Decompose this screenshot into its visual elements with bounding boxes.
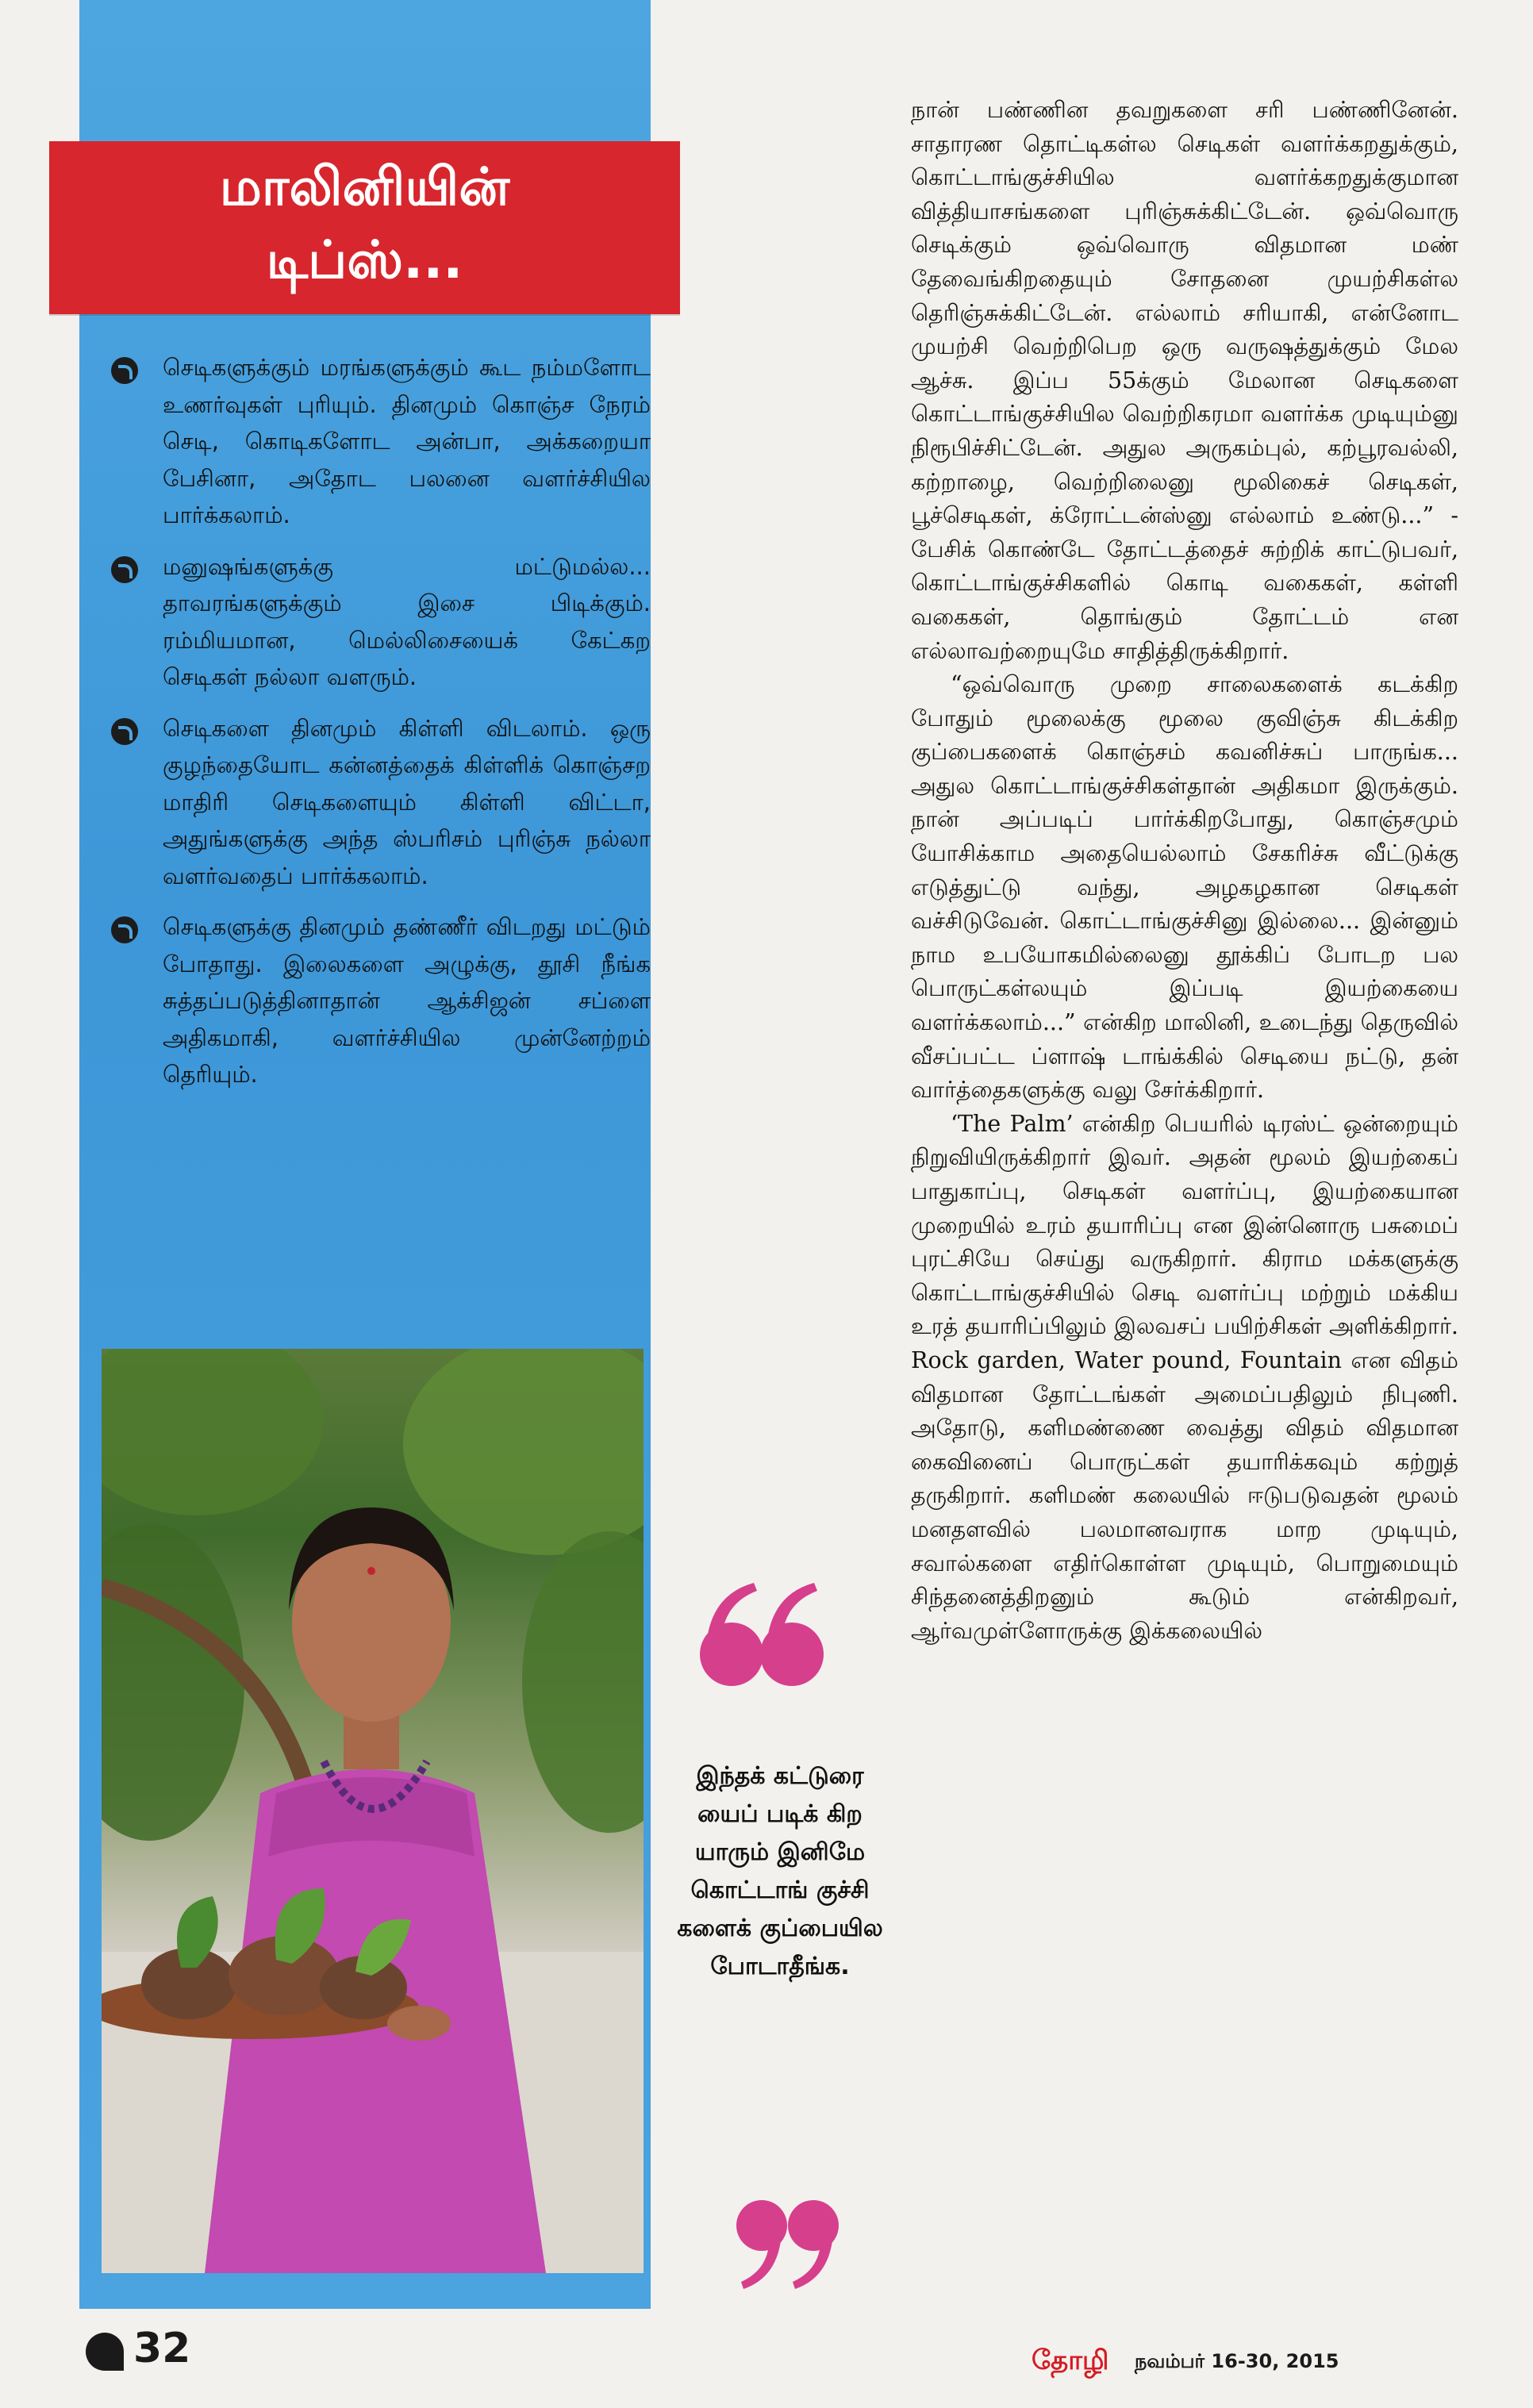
close-quote-icon bbox=[734, 2198, 845, 2293]
bullet-icon bbox=[111, 357, 138, 384]
tip-item bbox=[111, 710, 651, 895]
tip-item bbox=[111, 908, 651, 1093]
portrait-photo bbox=[102, 1349, 644, 2273]
tip-text: செடிகளுக்கும் மரங்களுக்கும் கூட நம்மளோட உணர்வுகள் புரியும். தினமும் கொஞ்ச நேரம் செடி, கொடிகளோட அன்பா, அக்கறையா பேசினா, அதோட பலனை வளர்ச்சியில பார்க்கலாம். bbox=[163, 354, 651, 528]
tip-text: செடிகளை தினமும் கிள்ளி விடலாம். ஒரு குழந்தையோட கன்னத்தைக் கிள்ளிக் கொஞ்சற மாதிரி செடிகளையும் கிள்ளி விட்டா, அதுங்களுக்கு அந்த ஸ்பரிசம் புரிஞ்சு நல்லா வளர்வதைப் பார்க்கலாம். bbox=[163, 714, 651, 889]
article-body bbox=[911, 94, 1458, 1648]
article-paragraph: ‘The Palm’ என்கிற பெயரில் டிரஸ்ட் ஒன்றையும் நிறுவியிருக்கிறார் இவர். அதன் மூலம் இயற்கைப் பாதுகாப்பு, செடிகள் வளர்ப்பு, இயற்கையான முறையில் உரம் தயாரிப்பு என இன்னொரு பசுமைப் புரட்சியே செய்து வருகிறார். கிராம மக்களுக்கு கொட்டாங்குச்சியில் செடி வளர்ப்பு மற்றும் மக்கிய உரத் தயாரிப்பிலும் இலவசப் பயிற்சிகள் அளிக்கிறார். Rock garden, Water pound, Fountain என விதம் விதமான தோட்டங்கள் அமைப்பதிலும் நிபுணி. அதோடு, களிமண்ணை வைத்து விதம் விதமான கைவினைப் பொருட்கள் தயாரிக்கவும் கற்றுத் தருகிறார். களிமண் கலையில் ஈடுபடுவதன் மூலம் மனதளவில் பலமானவராக மாற முடியும், சவால்களை எதிர்கொள்ள முடியும், பொறுமையும் சிந்தனைத்திறனும் கூடும் என்கிறவர், ஆர்வமுள்ளோருக்கு இக்கலையில் bbox=[911, 1110, 1458, 1644]
tip-text: மனுஷங்களுக்கு மட்டுமல்ல... தாவரங்களுக்கும் இசை பிடிக்கும். ரம்மியமான, மெல்லிசையைக் கேட்கற செடிகள் நல்லா வளரும். bbox=[163, 552, 651, 690]
bullet-icon bbox=[111, 718, 138, 745]
tip-item bbox=[111, 349, 651, 534]
article-paragraph: நான் பண்ணின தவறுகளை சரி பண்ணினேன். சாதாரண தொட்டிகள்ல செடிகள் வளர்க்கறதுக்கும், கொட்டாங்குச்சியில வளர்க்கறதுக்குமான வித்தியாசங்களை புரிஞ்சுக்கிட்டேன். ஒவ்வொரு செடிக்கும் ஒவ்வொரு விதமான மண் தேவைங்கிறதையும் சோதனை முயற்சிகள்ல தெரிஞ்சுக்கிட்டேன். எல்லாம் சரியாகி, என்னோட முயற்சி வெற்றிபெற ஒரு வருஷத்துக்கும் மேல ஆச்சு. இப்ப 55க்கும் மேலான செடிகளை கொட்டாங்குச்சியில வெற்றிகரமா வளர்க்க முடியும்னு நிரூபிச்சிட்டேன். அதுல அருகம்புல், கற்பூரவல்லி, கற்றாழை, வெற்றிலைனு மூலிகைச் செடிகள், பூச்செடிகள், க்ரோட்டன்ஸ்னு எல்லாம் உண்டு...” - பேசிக் கொண்டே தோட்டத்தைச் சுற்றிக் காட்டுபவர், கொட்டாங்குச்சிகளில் கொடி வகைகள், கள்ளி வகைகள், தொங்கும் தோட்டம் என எல்லாவற்றையுமே சாதித்திருக்கிறார். bbox=[911, 97, 1458, 664]
page-number-icon bbox=[86, 2333, 124, 2371]
issue-date: நவம்பர் 16-30, 2015 bbox=[1135, 2350, 1339, 2372]
tips-title bbox=[49, 151, 680, 297]
pull-quote: இந்தக் கட்டுரை யைப் படிக் கிற யாரும் இனிமே கொட்டாங் குச்சி களைக் குப்பையில போடாதீங்க. bbox=[677, 1762, 883, 1980]
tips-title-line1: மாலினியின் bbox=[219, 156, 510, 217]
tips-title-line2: டிப்ஸ்... bbox=[266, 229, 463, 290]
bullet-icon bbox=[111, 916, 138, 943]
article-paragraph: “ஒவ்வொரு முறை சாலைகளைக் கடக்கிற போதும் மூலைக்கு மூலை குவிஞ்சு கிடக்கிற குப்பைகளைக் கொஞ்சம் கவனிச்சுப் பாருங்க... அதுல கொட்டாங்குச்சிகள்தான் அதிகமா இருக்கும். நான் அப்படிப் பார்க்கிறபோது, கொஞ்சமும் யோசிக்காம அதையெல்லாம் சேகரிச்சு வீட்டுக்கு எடுத்துட்டு வந்து, அழகழகான செடிகள் வச்சிடுவேன். கொட்டாங்குச்சினு இல்லை... இன்னும் நாம உபயோகமில்லைனு தூக்கிப் போடற பல பொருட்கள்லயும் இப்படி இயற்கையை வளர்க்கலாம்...” என்கிற மாலினி, உடைந்து தெருவில் வீசப்பட்ட ப்ளாஷ் டாங்க்கில் செடியை நட்டு, தன் வார்த்தைகளுக்கு வலு சேர்க்கிறார். bbox=[911, 671, 1458, 1104]
tips-list bbox=[111, 349, 651, 1108]
tip-text: செடிகளுக்கு தினமும் தண்ணீர் விடறது மட்டும் போதாது. இலைகளை அழுக்கு, தூசி நீங்க சுத்தப்படுத்தினாதான் ஆக்சிஜன் சப்ளை அதிகமாகி, வளர்ச்சியில முன்னேற்றம் தெரியும். bbox=[163, 913, 651, 1088]
page-number: 32 bbox=[133, 2325, 191, 2372]
magazine-name: தோழி bbox=[1032, 2345, 1109, 2376]
bullet-icon bbox=[111, 556, 138, 583]
portrait-illustration bbox=[102, 1349, 644, 2273]
tip-item bbox=[111, 548, 651, 696]
open-quote-icon bbox=[698, 1579, 825, 1690]
